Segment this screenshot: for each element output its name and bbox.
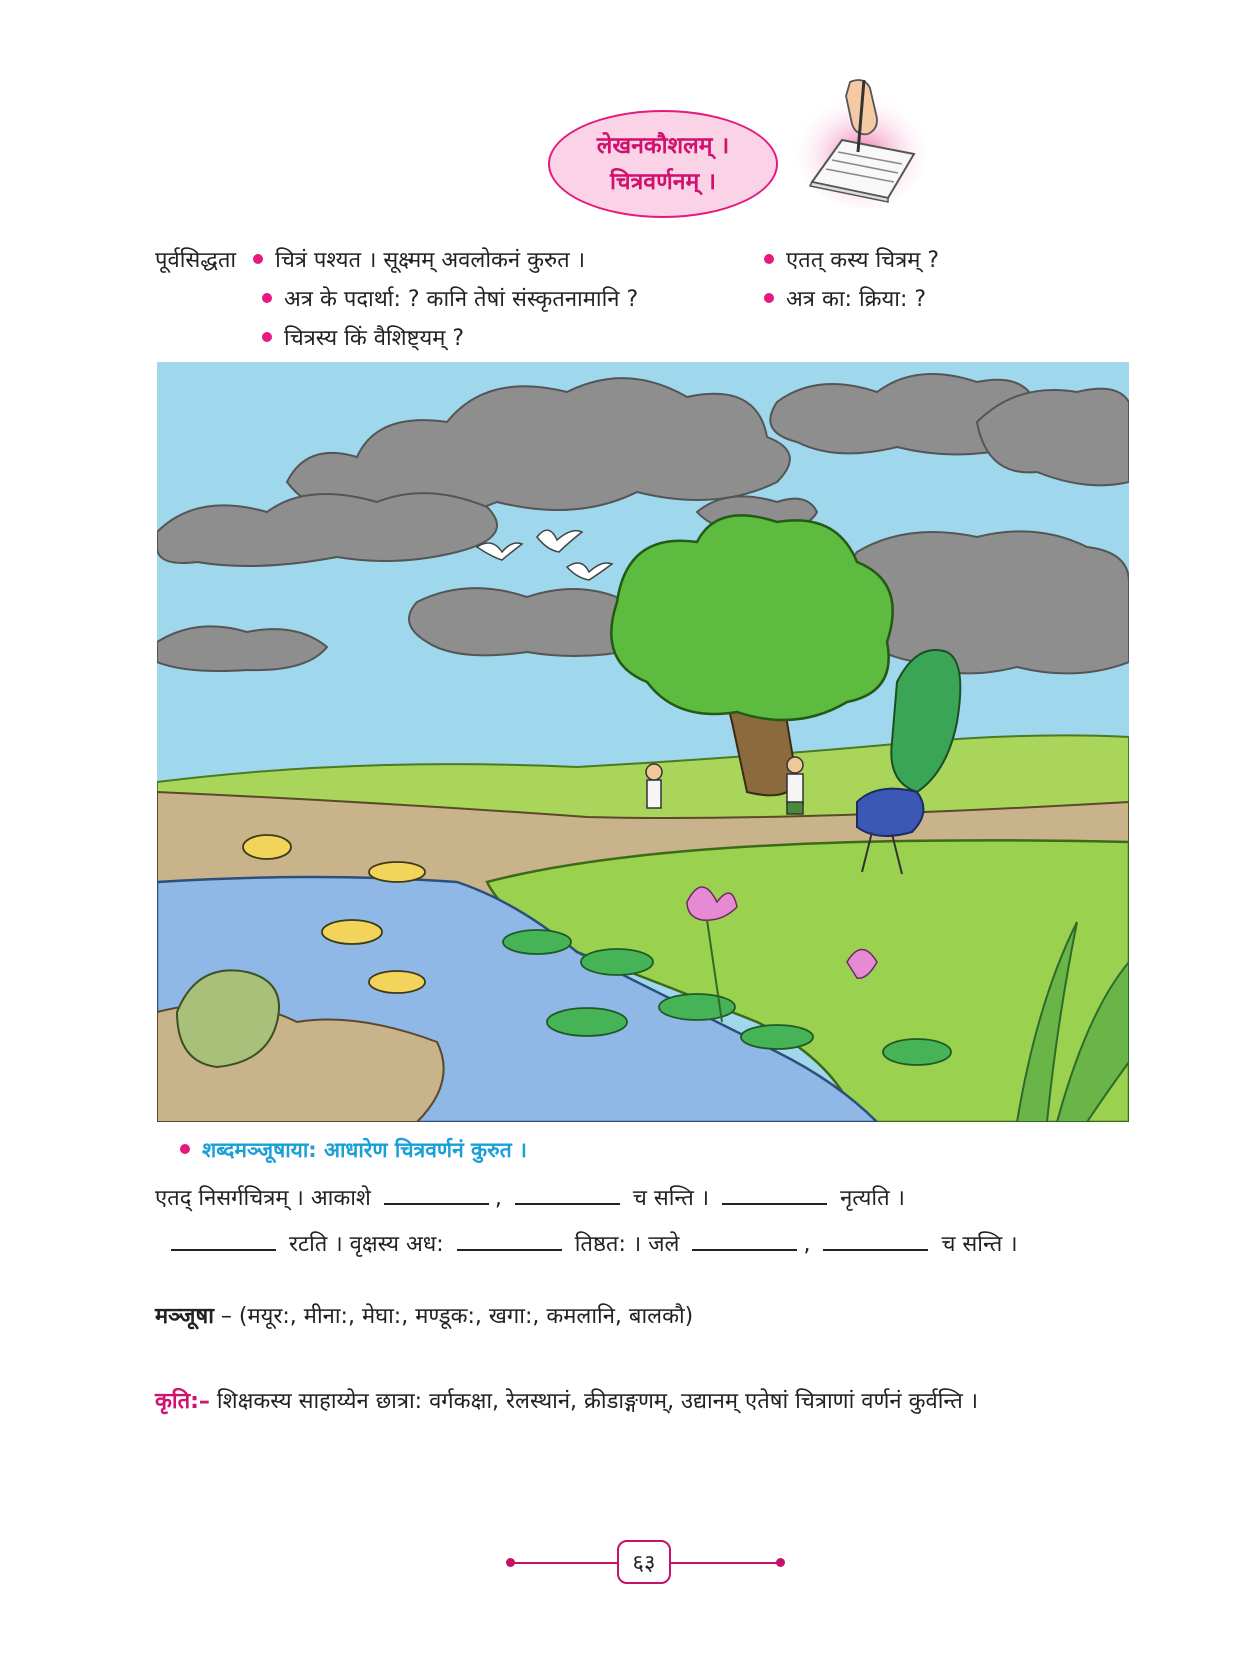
writing-hand-icon	[790, 74, 930, 210]
blank-field[interactable]	[171, 1247, 276, 1251]
title-line-2: चित्रवर्णनम् ।	[610, 169, 716, 195]
nature-scene-illustration	[157, 362, 1129, 1122]
text-segment: च सन्ति ।	[941, 1232, 1018, 1257]
word-box	[155, 1300, 693, 1330]
prereading-item: अत्र के पदार्था: ? कानि तेषां संस्कृतनामानि ?	[284, 287, 639, 312]
rule-end-dot	[776, 1558, 785, 1567]
rule-end-dot	[506, 1558, 515, 1567]
blank-field[interactable]	[692, 1247, 797, 1251]
instruction-text: शब्दमञ्जूषाया: आधारेण चित्रवर्णनं कुरुत ।	[202, 1138, 527, 1162]
word-box-label: मञ्जूषा	[155, 1304, 214, 1329]
blank-field[interactable]	[384, 1201, 489, 1205]
blank-field[interactable]	[823, 1247, 928, 1251]
title-oval	[548, 110, 778, 218]
activity	[155, 1385, 978, 1415]
text-segment: ,	[803, 1232, 811, 1257]
bullet-icon	[180, 1144, 190, 1154]
activity-label: कृति:–	[155, 1389, 210, 1414]
text-segment: रटति । वृक्षस्य अध:	[289, 1232, 444, 1257]
blank-field[interactable]	[515, 1201, 620, 1205]
title-line-1: लेखनकौशलम् ।	[596, 133, 730, 159]
prereading-item: चित्रस्य किं वैशिष्ट्यम् ?	[284, 326, 465, 351]
text-segment: तिष्ठत: । जले	[574, 1232, 680, 1257]
exercise-line-1	[155, 1182, 905, 1212]
exercise-instruction	[180, 1136, 527, 1164]
prereading-label: पूर्वसिद्धता	[155, 248, 237, 273]
word-box-list: – (मयूर:, मीना:, मेघा:, मण्डूक:, खगा:, कमलानि, बालकौ)	[213, 1304, 694, 1329]
text-segment: च सन्ति ।	[632, 1186, 710, 1211]
exercise-line-2	[165, 1228, 1018, 1258]
activity-text: शिक्षकस्य साहाय्येन छात्रा: वर्गकक्षा, रेलस्थानं, क्रीडाङ्गणम्, उद्यानम् एतेषां चित्राणां वर्णनं कुर्वन्ति ।	[209, 1389, 979, 1414]
bullet-icon	[764, 293, 774, 303]
bullet-icon	[262, 332, 272, 342]
prereading-item: अत्र का: क्रिया: ?	[786, 287, 927, 312]
blank-field[interactable]	[457, 1247, 562, 1251]
text-segment: नृत्यति ।	[840, 1186, 905, 1211]
bullet-icon	[253, 254, 263, 264]
blank-field[interactable]	[722, 1201, 827, 1205]
page-number	[617, 1540, 671, 1584]
prereading-item: चित्रं पश्यत । सूक्ष्मम् अवलोकनं कुरुत ।	[275, 248, 586, 273]
text-segment: एतद् निसर्गचित्रम् । आकाशे	[155, 1186, 371, 1211]
bullet-icon	[764, 254, 774, 264]
prereading-item: एतत् कस्य चित्रम् ?	[786, 248, 940, 273]
page-number-text: ६३	[632, 1551, 656, 1576]
text-segment: ,	[494, 1186, 502, 1211]
bullet-icon	[262, 293, 272, 303]
